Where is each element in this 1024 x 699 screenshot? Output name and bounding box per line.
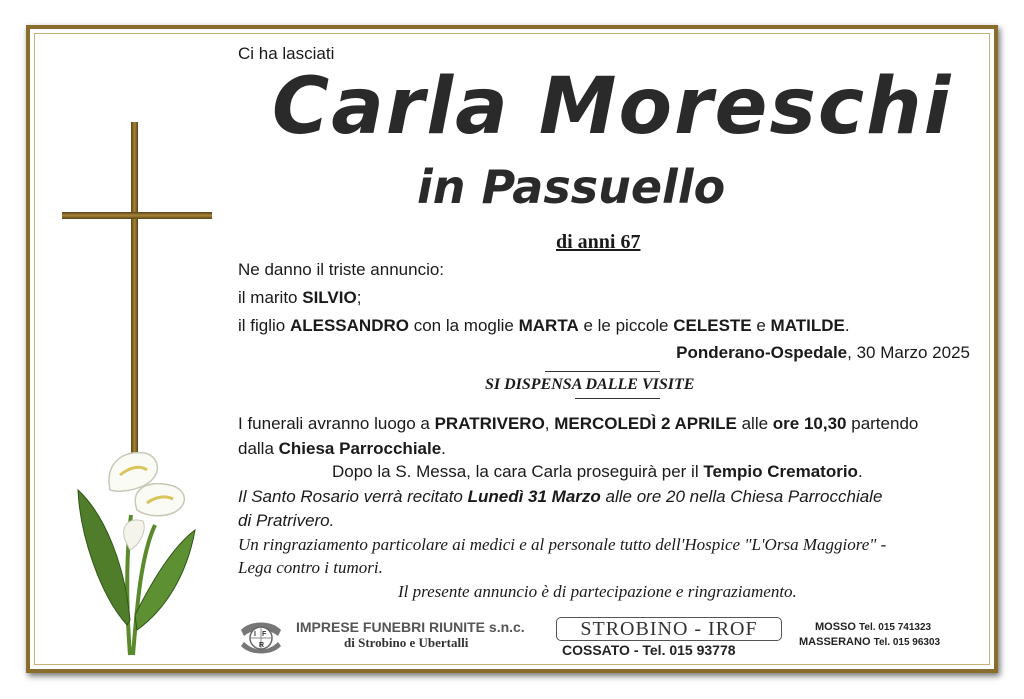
deceased-name: Carla Moreschi [272,62,953,152]
cossato-phone: COSSATO - Tel. 015 93778 [562,642,736,658]
thanks-line-1: Un ringraziamento particolare ai medici e al personale tutto dell'Hospice "L'Orsa Maggiore" - [238,535,887,554]
son-line [238,316,850,336]
intro-text: Ci ha lasciati [238,44,335,63]
ifr-logo-icon [238,616,284,656]
funeral-time: ore 10,30 [772,414,847,433]
kid1-name: CELESTE [673,316,752,335]
kid2-name: MATILDE [770,316,845,335]
svg-text:I: I [254,631,256,638]
svg-text:R: R [259,642,265,649]
funeral-text-e: dalla [238,439,279,458]
husband-prefix: il marito [238,288,303,307]
funeral-text-c: alle [736,414,773,433]
divider-bottom [575,398,660,399]
rosary-line-1 [238,487,882,507]
mosso-tel: Tel. 015 741323 [859,622,932,633]
masserano-label: MASSERANO [799,636,871,648]
cremation-temple: Tempio Crematorio [703,462,858,481]
wife-name: MARTA [518,316,579,335]
son-mid: con la moglie [408,316,519,335]
kids-and: e [751,316,771,335]
funeral-line-2 [238,439,446,459]
rosary-text-b: alle ore 20 nella Chiesa Parrocchiale [600,487,883,506]
strobino-brand: STROBINO - IROF [556,617,782,641]
svg-text:F: F [262,631,267,638]
funeral-place: PRATRIVERO [434,414,545,433]
funeral-text-d: partendo [846,414,919,433]
kids-mid: e le piccole [578,316,674,335]
funeral-text-b: , [544,414,555,433]
company-sub: di Strobino e Ubertalli [344,635,469,650]
cremation-text-b: . [857,462,863,481]
masserano-tel: Tel. 015 96303 [873,637,941,648]
company-title: IMPRESE FUNEBRI RIUNITE [296,619,486,635]
age-text: di anni 67 [556,231,641,253]
company-suffix: s.n.c. [488,619,525,635]
funeral-church: Chiesa Parrocchiale [278,439,442,458]
son-name: ALESSANDRO [289,316,409,335]
husband-line [238,288,361,308]
funeral-line-1 [238,414,918,434]
son-prefix: il figlio [238,316,290,335]
announce-line: Ne danno il triste annuncio: [238,260,445,279]
husband-name: SILVIO [302,288,357,307]
married-name: in Passuello [417,160,726,214]
husband-suffix: ; [356,288,362,307]
cremation-text-a: Dopo la S. Messa, la cara Carla proseguirà per il [332,462,704,481]
company-name [296,619,525,635]
closing-line: Il presente annuncio è di partecipazione e ringraziamento. [398,582,797,601]
cremation-line [332,462,863,482]
rosary-day: Lunedì 31 Marzo [467,487,601,506]
date-text: , 30 Marzo 2025 [847,343,970,362]
no-visits-text: SI DISPENSA DALLE VISITE [485,376,695,393]
rosary-text-a: Il Santo Rosario verrà recitato [238,487,468,506]
mosso-label: MOSSO [815,621,856,633]
place-name: Ponderano-Ospedale [676,343,848,362]
funeral-text-f: . [441,439,446,458]
kids-end: . [844,316,850,335]
cross-icon [60,120,215,460]
funeral-text-a: I funerali avranno luogo a [238,414,435,433]
funeral-day: MERCOLEDÌ 2 APRILE [554,414,737,433]
rosary-line-2: di Pratrivero. [238,511,335,530]
masserano-contact [799,636,940,648]
calla-lily-icon [75,445,200,660]
divider-top [545,371,660,372]
thanks-line-2: Lega contro i tumori. [238,558,383,577]
mosso-contact [815,621,931,633]
place-date [676,343,970,363]
